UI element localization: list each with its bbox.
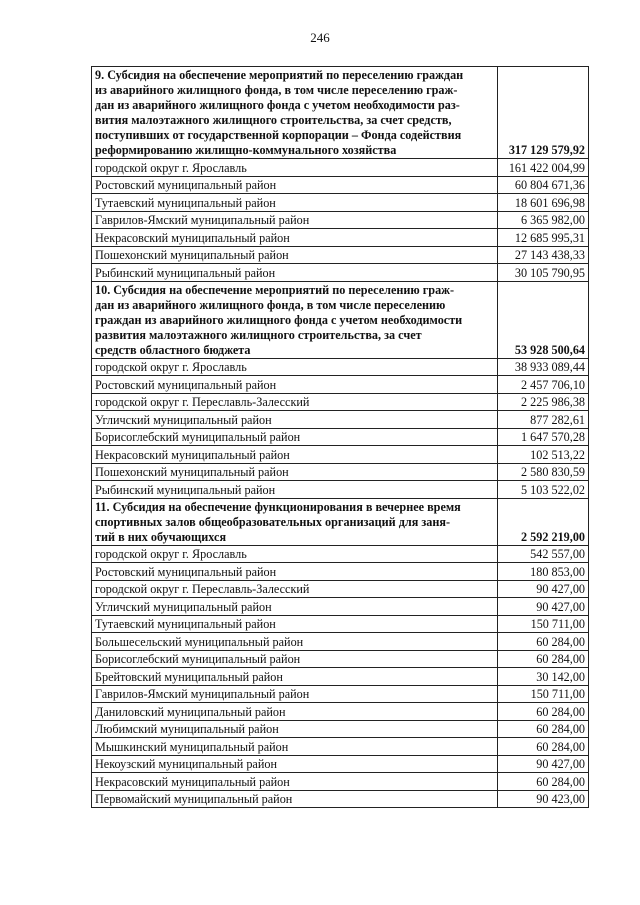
subsidy-amount: 30 105 790,95 <box>498 264 589 282</box>
section-title-line: вития малоэтажного жилищного строительства, за счет средств, <box>95 113 452 127</box>
section-title-line: тий в них обучающихся <box>95 529 227 544</box>
subsidy-table <box>91 66 589 808</box>
table-row <box>92 358 589 376</box>
municipality-name: Любимский муниципальный район <box>92 720 498 738</box>
section-title-line: реформированию жилищно-коммунального хозяйства <box>95 143 397 157</box>
municipality-name: Гаврилов-Ямский муниципальный район <box>92 211 498 229</box>
section-header-row <box>92 67 589 159</box>
municipality-name: Тутаевский муниципальный район <box>92 615 498 633</box>
municipality-name: городской округ г. Ярославль <box>92 159 498 177</box>
section-title-line: 10. Субсидия на обеспечение мероприятий по переселению граж- <box>95 282 455 297</box>
subsidy-amount: 5 103 522,02 <box>498 481 589 499</box>
section-title <box>92 281 498 358</box>
municipality-name: Рыбинский муниципальный район <box>92 481 498 499</box>
subsidy-amount: 150 711,00 <box>498 685 589 703</box>
table-row <box>92 246 589 264</box>
subsidy-table-body <box>92 67 589 808</box>
subsidy-amount: 180 853,00 <box>498 563 589 581</box>
municipality-name: Некоузский муниципальный район <box>92 755 498 773</box>
subsidy-amount: 90 427,00 <box>498 598 589 616</box>
subsidy-amount: 2 225 986,38 <box>498 393 589 411</box>
subsidy-amount: 60 804 671,36 <box>498 176 589 194</box>
table-row <box>92 411 589 429</box>
page-number: 246 <box>310 30 330 45</box>
municipality-name: Даниловский муниципальный район <box>92 703 498 721</box>
subsidy-amount: 2 457 706,10 <box>498 376 589 394</box>
table-row <box>92 393 589 411</box>
subsidy-amount: 1 647 570,28 <box>498 428 589 446</box>
subsidy-amount: 90 423,00 <box>498 790 589 808</box>
municipality-name: Большесельский муниципальный район <box>92 633 498 651</box>
table-row <box>92 545 589 563</box>
municipality-name: городской округ г. Ярославль <box>92 545 498 563</box>
section-header-row <box>92 281 589 358</box>
table-row <box>92 229 589 247</box>
municipality-name: Борисоглебский муниципальный район <box>92 650 498 668</box>
section-total: 317 129 579,92 <box>498 67 589 159</box>
table-row <box>92 668 589 686</box>
subsidy-amount: 60 284,00 <box>498 633 589 651</box>
table-row <box>92 615 589 633</box>
municipality-name: городской округ г. Ярославль <box>92 358 498 376</box>
table-row <box>92 773 589 791</box>
municipality-name: Некрасовский муниципальный район <box>92 446 498 464</box>
table-row <box>92 446 589 464</box>
table-row <box>92 428 589 446</box>
section-title-line: 11. Субсидия на обеспечение функционирования в вечернее время <box>95 499 461 514</box>
subsidy-amount: 90 427,00 <box>498 580 589 598</box>
table-row <box>92 720 589 738</box>
subsidy-amount: 18 601 696,98 <box>498 194 589 212</box>
subsidy-amount: 102 513,22 <box>498 446 589 464</box>
section-title <box>92 67 498 159</box>
table-row <box>92 194 589 212</box>
subsidy-amount: 877 282,61 <box>498 411 589 429</box>
section-title-line: дан из аварийного жилищного фонда, в том числе переселению <box>95 297 446 312</box>
subsidy-amount: 60 284,00 <box>498 703 589 721</box>
municipality-name: Тутаевский муниципальный район <box>92 194 498 212</box>
table-row <box>92 211 589 229</box>
section-title-line: граждан из аварийного жилищного фонда с учетом необходимости <box>95 312 463 327</box>
municipality-name: Ростовский муниципальный район <box>92 563 498 581</box>
table-row <box>92 598 589 616</box>
section-header-row <box>92 498 589 545</box>
subsidy-amount: 161 422 004,99 <box>498 159 589 177</box>
table-row <box>92 580 589 598</box>
table-row <box>92 376 589 394</box>
subsidy-amount: 60 284,00 <box>498 738 589 756</box>
table-row <box>92 685 589 703</box>
municipality-name: Ростовский муниципальный район <box>92 376 498 394</box>
section-total: 2 592 219,00 <box>498 498 589 545</box>
subsidy-amount: 30 142,00 <box>498 668 589 686</box>
table-row <box>92 481 589 499</box>
subsidy-amount: 150 711,00 <box>498 615 589 633</box>
subsidy-amount: 60 284,00 <box>498 720 589 738</box>
section-title-line: из аварийного жилищного фонда, в том числе переселению граж- <box>95 83 458 97</box>
subsidy-amount: 27 143 438,33 <box>498 246 589 264</box>
municipality-name: Первомайский муниципальный район <box>92 790 498 808</box>
municipality-name: Пошехонский муниципальный район <box>92 246 498 264</box>
municipality-name: Брейтовский муниципальный район <box>92 668 498 686</box>
subsidy-amount: 6 365 982,00 <box>498 211 589 229</box>
section-total: 53 928 500,64 <box>498 281 589 358</box>
table-row <box>92 463 589 481</box>
section-title-line: 9. Субсидия на обеспечение мероприятий по переселению граждан <box>95 68 464 82</box>
subsidy-amount: 60 284,00 <box>498 773 589 791</box>
municipality-name: Угличский муниципальный район <box>92 598 498 616</box>
subsidy-amount: 60 284,00 <box>498 650 589 668</box>
table-row <box>92 633 589 651</box>
municipality-name: Борисоглебский муниципальный район <box>92 428 498 446</box>
municipality-name: Пошехонский муниципальный район <box>92 463 498 481</box>
municipality-name: Некрасовский муниципальный район <box>92 229 498 247</box>
table-row <box>92 790 589 808</box>
section-title-line: спортивных залов общеобразовательных организаций для заня- <box>95 514 451 529</box>
municipality-name: Ростовский муниципальный район <box>92 176 498 194</box>
subsidy-amount: 2 580 830,59 <box>498 463 589 481</box>
municipality-name: городской округ г. Переславль-Залесский <box>92 393 498 411</box>
table-row <box>92 176 589 194</box>
table-row <box>92 650 589 668</box>
subsidy-amount: 90 427,00 <box>498 755 589 773</box>
subsidy-amount: 542 557,00 <box>498 545 589 563</box>
municipality-name: Мышкинский муниципальный район <box>92 738 498 756</box>
table-row <box>92 738 589 756</box>
table-row <box>92 159 589 177</box>
table-row <box>92 563 589 581</box>
section-title <box>92 498 498 545</box>
table-row <box>92 264 589 282</box>
municipality-name: Некрасовский муниципальный район <box>92 773 498 791</box>
section-title-line: поступивших от государственной корпорации – Фонда содействия <box>95 128 462 142</box>
table-row <box>92 703 589 721</box>
municipality-name: Гаврилов-Ямский муниципальный район <box>92 685 498 703</box>
municipality-name: Угличский муниципальный район <box>92 411 498 429</box>
municipality-name: городской округ г. Переславль-Залесский <box>92 580 498 598</box>
municipality-name: Рыбинский муниципальный район <box>92 264 498 282</box>
subsidy-amount: 12 685 995,31 <box>498 229 589 247</box>
section-title-line: средств областного бюджета <box>95 342 251 357</box>
table-row <box>92 755 589 773</box>
section-title-line: дан из аварийного жилищного фонда с учетом необходимости раз- <box>95 98 460 112</box>
subsidy-amount: 38 933 089,44 <box>498 358 589 376</box>
section-title-line: развития малоэтажного жилищного строительства, за счет <box>95 327 422 342</box>
